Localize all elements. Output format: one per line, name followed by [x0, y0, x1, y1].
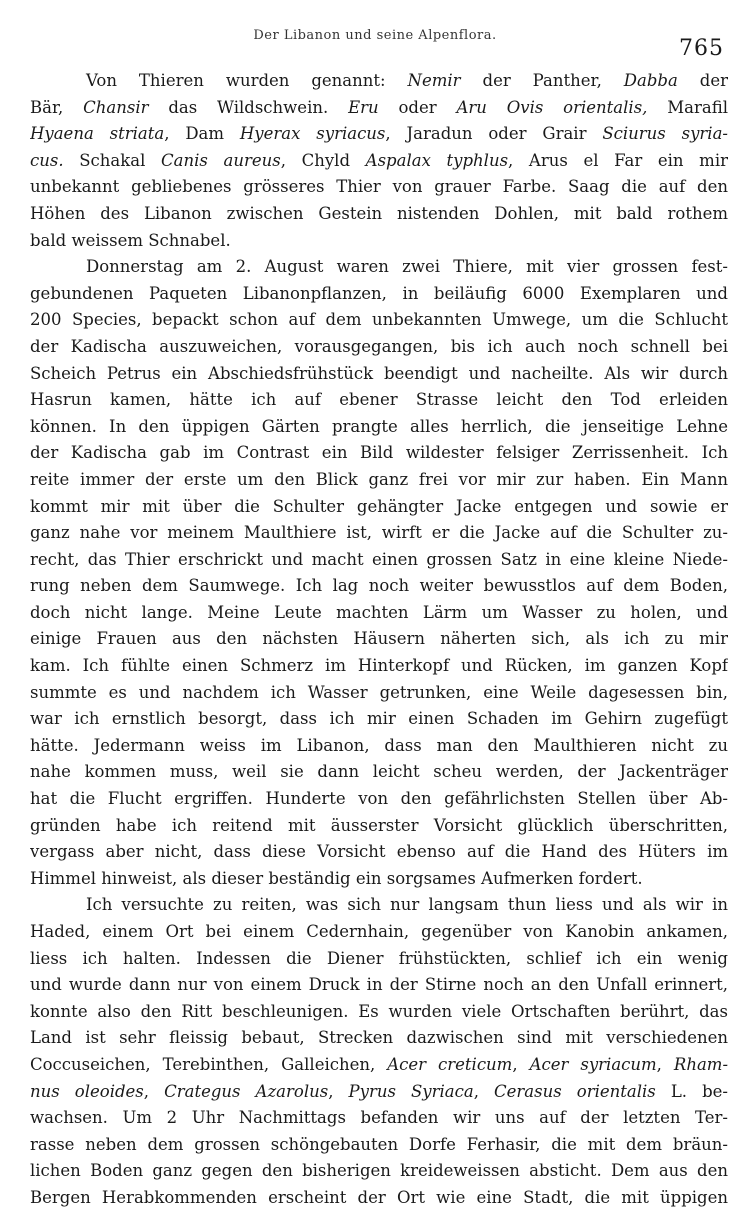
text-line: doch nicht lange. Meine Leute machten Lärm um Wasser zu holen, und	[30, 602, 728, 622]
page-number: 765	[679, 36, 724, 61]
text-line: bald weissem Schnabel.	[30, 230, 231, 250]
text-line: war ich ernstlich besorgt, dass ich mir einen Schaden im Gehirn zugefügt	[30, 709, 728, 729]
text-line: der Kadischa gab im Contrast ein Bild wildester felsiger Zerrissenheit. Ich	[30, 443, 728, 463]
text-line: liess ich halten. Indessen die Diener frühstückten, schlief ich ein wenig	[30, 948, 728, 968]
text-line: rung neben dem Saumwege. Ich lag noch weiter bewusstlos auf dem Boden,	[30, 576, 728, 596]
running-title: Der Libanon und seine Alpenflora.	[253, 28, 497, 43]
text-line: Coccuseichen, Terebinthen, Galleichen, Acer creticum, Acer syriacum, Rham-	[30, 1054, 728, 1074]
text-line: Bär, Chansir das Wildschwein. Eru oder Aru Ovis orientalis, Marafil	[30, 97, 728, 117]
text-line: kommt mir mit über die Schulter gehängter Jacke entgegen und sowie er	[30, 496, 728, 516]
text-line: Land ist sehr fleissig bebaut, Strecken dazwischen sind mit verschiedenen	[30, 1028, 728, 1048]
text-line: nahe kommen muss, weil sie dann leicht scheu werden, der Jackenträger	[30, 762, 728, 782]
text-line: Höhen des Libanon zwischen Gestein nistenden Dohlen, mit bald rothem	[30, 203, 728, 223]
text-line: Haded, einem Ort bei einem Cedernhain, gegenüber von Kanobin ankamen,	[30, 922, 728, 941]
text-line: Hyaena striata, Dam Hyerax syriacus, Jaradun oder Grair Sciurus syria-	[30, 124, 728, 144]
text-line: Donnerstag am 2. August waren zwei Thiere, mit vier grossen fest-	[86, 257, 728, 277]
text-line: einige Frauen aus den nächsten Häusern näherten sich, als ich zu mir	[30, 629, 728, 649]
text-line: cus. Schakal Canis aureus, Chyld Aspalax typhlus, Arus el Far ein mir	[30, 150, 728, 170]
text-line: Bergen Herabkommenden erscheint der Ort wie eine Stadt, die mit üppigen	[30, 1187, 728, 1207]
text-line: gründen habe ich reitend mit äusserster Vorsicht glücklich überschritten,	[30, 815, 728, 835]
text-line: nus oleoides, Crategus Azarolus, Pyrus Syriaca, Cerasus orientalis L. be-	[30, 1081, 728, 1101]
text-line: Ich versuchte zu reiten, was sich nur langsam thun liess und als wir in	[86, 895, 728, 915]
text-line: kam. Ich fühlte einen Schmerz im Hinterkopf und Rücken, im ganzen Kopf	[30, 656, 728, 676]
text-line: ganz nahe vor meinem Maulthiere ist, wirft er die Jacke auf die Schulter zu-	[30, 523, 728, 543]
text-line: recht, das Thier erschrickt und macht einen grossen Satz in eine kleine Niede-	[30, 549, 728, 569]
text-line: können. In den üppigen Gärten prangte alles herrlich, die jenseitige Lehne	[30, 416, 728, 436]
text-line: rasse neben dem grossen schöngebauten Dorfe Ferhasir, die mit dem bräun-	[30, 1134, 728, 1154]
text-line: summte es und nachdem ich Wasser getrunken, eine Weile dagesessen bin,	[30, 682, 728, 702]
text-line: hat die Flucht ergriffen. Hunderte von den gefährlichsten Stellen über Ab-	[30, 789, 728, 809]
text-line: reite immer der erste um den Blick ganz frei vor mir zur haben. Ein Mann	[30, 469, 728, 489]
text-line: Von Thieren wurden genannt: Nemir der Panther, Dabba der	[86, 71, 728, 90]
body-text	[30, 68, 728, 1212]
text-line: 200 Species, bepackt schon auf dem unbekannten Umwege, um die Schlucht	[30, 310, 728, 330]
text-line: wachsen. Um 2 Uhr Nachmittags befanden wir uns auf der letzten Ter-	[30, 1108, 728, 1128]
text-line: vergass aber nicht, dass diese Vorsicht ebenso auf die Hand des Hüters im	[30, 842, 728, 862]
text-line: Hasrun kamen, hätte ich auf ebener Strasse leicht den Tod erleiden	[30, 390, 728, 410]
text-line: gebundenen Paqueten Libanonpflanzen, in beiläufig 6000 Exemplaren und	[30, 283, 728, 303]
text-line: Scheich Petrus ein Abschiedsfrühstück beendigt und nacheilte. Als wir durch	[30, 363, 728, 383]
text-line: der Kadischa auszuweichen, vorausgegangen, bis ich auch noch schnell bei	[30, 336, 728, 356]
text-line: Himmel hinweist, als dieser beständig ein sorgsames Aufmerken fordert.	[30, 868, 643, 888]
text-line: konnte also den Ritt beschleunigen. Es wurden viele Ortschaften berührt, das	[30, 1001, 728, 1021]
text-line: unbekannt gebliebenes grösseres Thier von grauer Farbe. Saag die auf den	[30, 177, 728, 197]
text-line: hätte. Jedermann weiss im Libanon, dass man den Maulthieren nicht zu	[30, 735, 728, 755]
text-line: und wurde dann nur von einem Druck in der Stirne noch an den Unfall erinnert,	[30, 975, 728, 995]
text-line: lichen Boden ganz gegen den bisherigen kreideweissen absticht. Dem aus den	[30, 1161, 728, 1181]
